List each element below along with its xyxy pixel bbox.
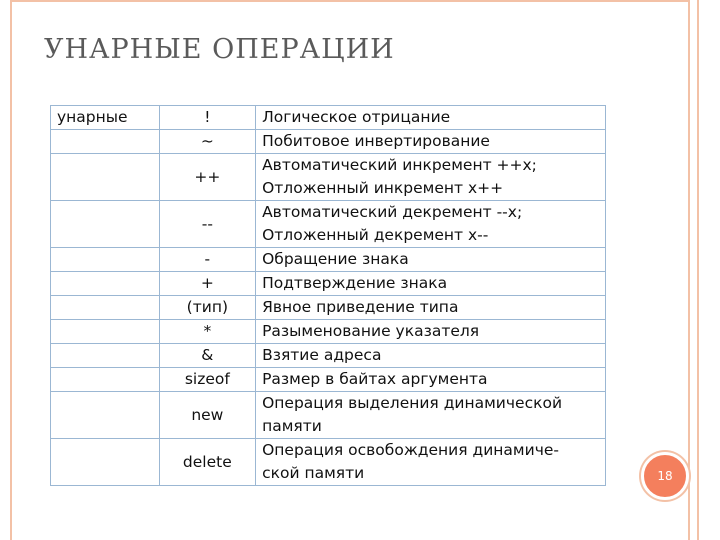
description-cell — [256, 296, 606, 320]
category-cell — [51, 272, 160, 296]
description-cell — [256, 392, 606, 439]
description-line: Побитовое инвертирование — [262, 132, 490, 150]
operator-cell: & — [159, 344, 255, 368]
description-line: Размер в байтах аргумента — [262, 370, 488, 388]
category-cell — [51, 248, 160, 272]
description-cell — [256, 201, 606, 248]
description-line: Явное приведение типа — [262, 298, 459, 316]
table-row — [51, 248, 606, 272]
table-row — [51, 130, 606, 154]
table-row — [51, 154, 606, 201]
table-row — [51, 320, 606, 344]
description-cell — [256, 130, 606, 154]
table-row — [51, 272, 606, 296]
table-row — [51, 344, 606, 368]
category-cell — [51, 130, 160, 154]
operator-cell: sizeof — [159, 368, 255, 392]
description-line: Взятие адреса — [262, 346, 382, 364]
description-line: ской памяти — [262, 464, 365, 482]
slide-frame-right-line — [697, 0, 699, 540]
category-cell — [51, 154, 160, 201]
description-cell — [256, 368, 606, 392]
description-line: памяти — [262, 417, 322, 435]
category-cell — [51, 439, 160, 486]
description-line: Отложенный декремент x-- — [262, 226, 489, 244]
description-cell — [256, 439, 606, 486]
table-row — [51, 368, 606, 392]
operator-cell: ! — [159, 106, 255, 130]
operator-cell: -- — [159, 201, 255, 248]
operator-cell: new — [159, 392, 255, 439]
table-row — [51, 106, 606, 130]
category-cell — [51, 392, 160, 439]
category-cell: унарные — [51, 106, 160, 130]
operator-cell: * — [159, 320, 255, 344]
description-line: Обращение знака — [262, 250, 409, 268]
category-cell — [51, 368, 160, 392]
operator-cell: ++ — [159, 154, 255, 201]
operator-cell: (тип) — [159, 296, 255, 320]
category-cell — [51, 201, 160, 248]
category-cell — [51, 320, 160, 344]
description-line: Автоматический инкремент ++x; — [262, 156, 537, 174]
operator-cell: delete — [159, 439, 255, 486]
description-cell — [256, 248, 606, 272]
table-row — [51, 201, 606, 248]
description-line: Операция освобождения динамиче- — [262, 441, 559, 459]
description-line: Подтверждение знака — [262, 274, 448, 292]
description-cell — [256, 154, 606, 201]
description-line: Отложенный инкремент x++ — [262, 179, 504, 197]
operator-cell: + — [159, 272, 255, 296]
table-row — [51, 439, 606, 486]
description-cell — [256, 320, 606, 344]
description-cell — [256, 272, 606, 296]
table-row — [51, 296, 606, 320]
description-cell — [256, 106, 606, 130]
category-cell — [51, 296, 160, 320]
description-cell — [256, 344, 606, 368]
operations-table — [50, 105, 606, 486]
operator-cell: ~ — [159, 130, 255, 154]
page-number-badge: 18 — [641, 452, 689, 500]
category-cell — [51, 344, 160, 368]
description-line: Разыменование указателя — [262, 322, 480, 340]
description-line: Автоматический декремент --x; — [262, 203, 523, 221]
operator-cell: - — [159, 248, 255, 272]
slide-title: УНАРНЫЕ ОПЕРАЦИИ — [44, 34, 395, 65]
table-row — [51, 392, 606, 439]
description-line: Операция выделения динамической — [262, 394, 563, 412]
description-line: Логическое отрицание — [262, 108, 451, 126]
